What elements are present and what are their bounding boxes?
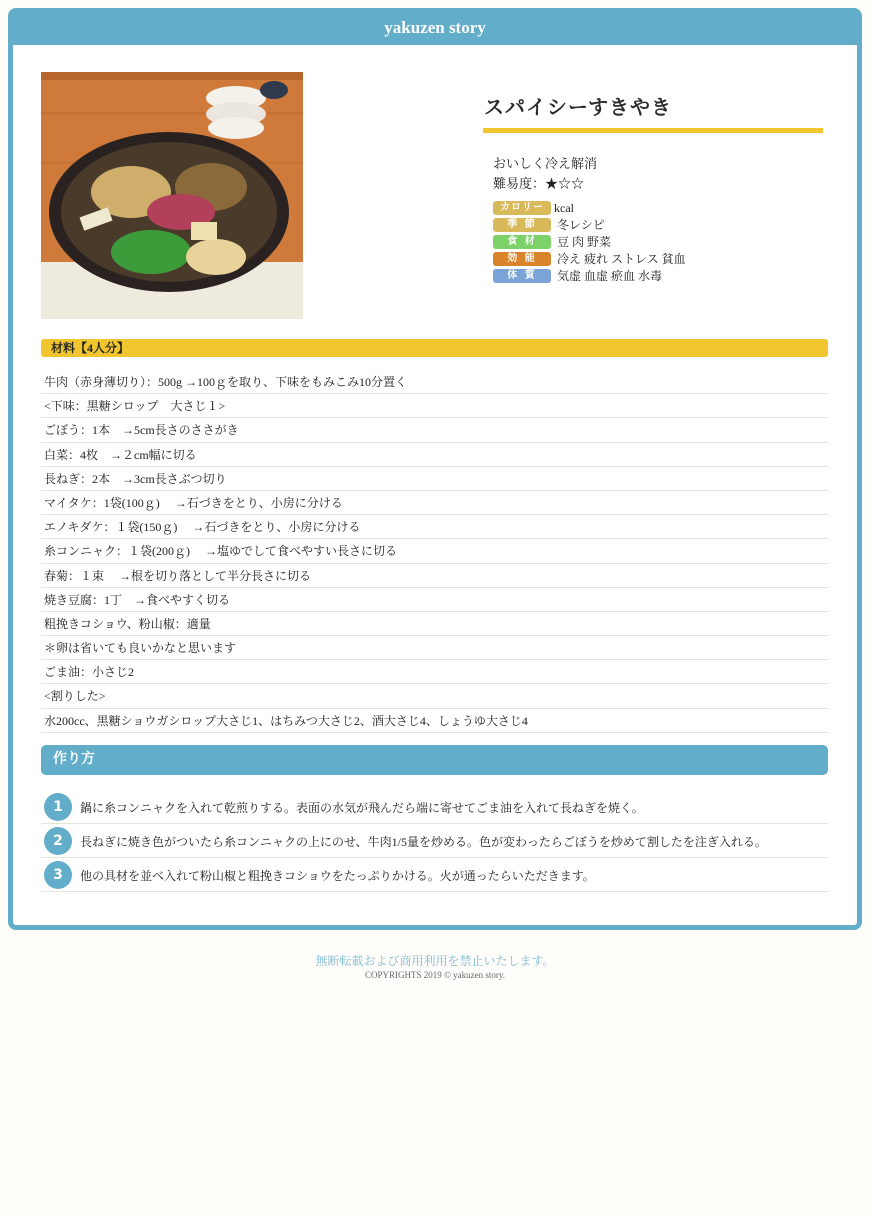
attr-effect	[493, 252, 793, 267]
method-step	[41, 858, 828, 892]
site-header	[13, 13, 857, 45]
ingredient-item: マイタケ：1袋(100ｇ) →石づきをとり、小房に分ける	[41, 491, 828, 515]
attr-constitution	[493, 269, 793, 284]
attr-ingredients	[493, 235, 793, 250]
recipe-photo	[41, 72, 303, 319]
badge-effect: 効 能	[493, 252, 551, 266]
attr-calorie-value: kcal	[554, 201, 574, 215]
ingredient-item: <割りした>	[41, 684, 828, 708]
ingredient-item: ごぼう：1本 →5cm長さのささがき	[41, 418, 828, 442]
footer-copyright: COPYRIGHTS 2019 © yakuzen story.	[365, 970, 505, 980]
attr-season	[493, 218, 793, 233]
ingredient-item: 春菊：１束 →根を切り落として半分長さに切る	[41, 564, 828, 588]
method-steps	[41, 790, 828, 892]
ingredient-item: エノキダケ：１袋(150ｇ) →石づきをとり、小房に分ける	[41, 515, 828, 539]
step-text: 他の具材を並べ入れて粉山椒と粗挽きコショウをたっぷりかける。火が通ったらいただきます。	[80, 869, 595, 883]
attr-season-value[interactable]: 冬レシピ	[557, 218, 605, 232]
ingredient-item: 牛肉（赤身薄切り）：500g →100ｇを取り、下味をもみこみ10分置く	[41, 370, 828, 394]
content-frame	[8, 8, 862, 930]
step-text: 長ねぎに焼き色がついたら糸コンニャクの上にのせ、牛肉1/5量を炒める。色が変わったらごぼうを炒めて割したを注ぎ入れる。	[80, 835, 767, 849]
title-underline	[483, 128, 823, 133]
recipe-tagline: おいしく冷え解消	[493, 156, 598, 171]
method-step	[41, 790, 828, 824]
ingredient-item: 焼き豆腐：1丁 →食べやすく切る	[41, 588, 828, 612]
ingredient-item: 長ねぎ：2本 →3cm長さぶつ切り	[41, 467, 828, 491]
recipe-title: スパイシーすきやき	[484, 97, 672, 119]
sukiyaki-pot-image	[41, 72, 303, 319]
attr-ingredients-value[interactable]: 豆 肉 野菜	[557, 235, 612, 249]
method-step	[41, 824, 828, 858]
ingredient-item: 糸コンニャク：１袋(200ｇ) →塩ゆでして食べやすい長さに切る	[41, 539, 828, 563]
ingredient-item: <下味：黒糖シロップ 大さじ１>	[41, 394, 828, 418]
site-title[interactable]: yakuzen story	[384, 18, 486, 37]
attr-calorie	[493, 201, 793, 216]
attr-constitution-value[interactable]: 気虚 血虚 瘀血 水毒	[557, 269, 663, 283]
badge-calorie: カロリー	[493, 201, 551, 215]
step-number: 1	[44, 793, 72, 821]
step-number: 2	[44, 827, 72, 855]
ingredients-heading: 材料【4人分】	[41, 339, 828, 357]
ingredients-list	[41, 370, 828, 733]
ingredient-item: 粗挽きコショウ、粉山椒：適量	[41, 612, 828, 636]
ingredient-item: ＊卵は省いても良いかなと思います	[41, 636, 828, 660]
method-heading: 作り方	[41, 745, 828, 775]
badge-season: 季 節	[493, 218, 551, 232]
step-number: 3	[44, 861, 72, 889]
footer-notice: 無断転載および商用利用を禁止いたします。	[315, 954, 555, 968]
badge-constitution: 体 質	[493, 269, 551, 283]
attr-effect-value[interactable]: 冷え 疲れ ストレス 貧血	[557, 252, 686, 266]
badge-ingredients: 食 材	[493, 235, 551, 249]
step-text: 鍋に糸コンニャクを入れて乾煎りする。表面の水気が飛んだら端に寄せてごま油を入れて長ねぎを焼く。	[80, 801, 644, 815]
ingredient-item: ごま油：小さじ2	[41, 660, 828, 684]
difficulty-rating: 難易度：★☆☆	[493, 176, 585, 191]
ingredient-item: 白菜：4枚 →２cm幅に切る	[41, 443, 828, 467]
ingredient-item: 水200cc、黒糖ショウガシロップ大さじ1、はちみつ大さじ2、酒大さじ4、しょうゆ大さじ4	[41, 709, 828, 733]
